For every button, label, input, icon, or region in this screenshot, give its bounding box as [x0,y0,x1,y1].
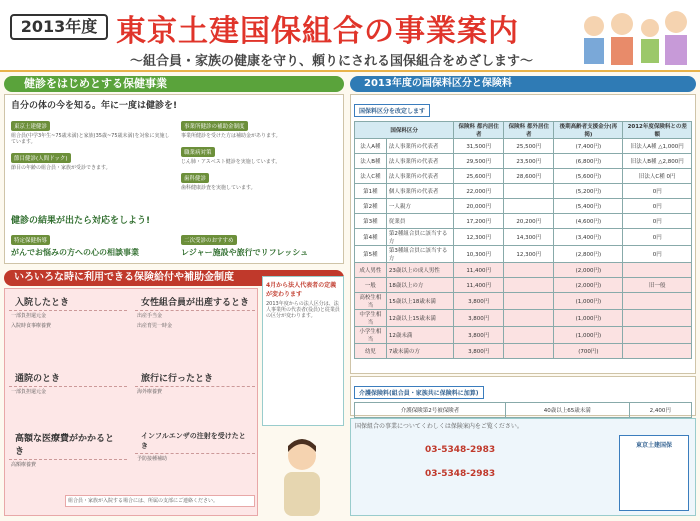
staff-woman-icon [272,436,332,516]
contact-phone[interactable]: 03-5348-2983 [425,469,496,479]
table-cell: 15歳以上18歳未満 [386,293,453,310]
table-cell: (7,400円) [554,139,623,154]
table-cell: 11,400円 [454,278,504,293]
notice-text: 2013年度からの法人区分は、法人事業所の代表者(役員)と従業員の区分が変わります。 [266,301,340,319]
table-row [355,246,692,263]
table-cell: 中学生相当 [355,310,387,327]
column-header: 後期高齢者支援金分(再掲) [554,122,623,139]
fees-subtitle: 国保料区分を改定します [354,104,430,117]
health-item-text: 組合員(中学3年生~75歳未満)と家族(35歳~75歳未満)を対象に実施しています。 [11,133,170,145]
table-cell: 法人C種 [355,169,387,184]
consult-title: がんでお悩みの方への心の相談事業 [11,248,139,257]
table-cell: 個人事業所の代表者 [386,184,453,199]
table-cell: 第4種 [355,229,387,246]
table-cell: 介護保険第2号被保険者 [355,403,506,418]
table-row [355,154,692,169]
care-title: 介護保険料(組合員・家族共に保険料に加算) [354,386,484,399]
table-cell: 12歳未満 [386,327,453,344]
table-cell: 28,600円 [504,169,554,184]
benefit-item: 海外療養費 [137,389,163,395]
table-cell: 17,200円 [454,214,504,229]
table-cell: 0円 [623,184,692,199]
contact-phone[interactable]: 03-5348-2983 [425,445,496,455]
table-cell: 第3種組合員に該当する方 [386,246,453,263]
table-row [355,310,692,327]
table-row [355,214,692,229]
table-cell [623,327,692,344]
table-cell: 23歳以上の成人男性 [386,263,453,278]
table-cell: 2,400円 [629,403,691,418]
table-cell: 11,400円 [454,263,504,278]
table-cell: (5,400円) [554,199,623,214]
benefit-item: 予防接種補助 [137,456,168,462]
table-cell: 10,300円 [454,246,504,263]
table-cell [623,310,692,327]
table-cell: 法人B種 [355,154,387,169]
table-cell: 第5種 [355,246,387,263]
table-row [355,403,692,418]
benefit-card-title: 高額な医療費がかかるとき [9,429,127,460]
table-cell: (6,800円) [554,154,623,169]
table-cell: 法人A種 [355,139,387,154]
table-cell [623,344,692,359]
contact-text: 国保組合の事業についてくわしくは保険案内をご覧ください。 [355,423,523,430]
table-cell: (1,000円) [554,293,623,310]
care-box [350,376,696,416]
table-cell: 幼児 [355,344,387,359]
column-header: 国保料区分 [355,122,454,139]
benefit-item: 出産手当金 [137,313,163,319]
table-cell: 20,200円 [504,214,554,229]
result-title: 健診の結果が出たら対応をしよう! [11,216,151,226]
health-section-header: 健診をはじめとする保健事業 [4,76,344,92]
table-cell [623,293,692,310]
table-cell: 0円 [623,229,692,246]
table-cell: 0円 [623,246,692,263]
table-cell: 法人事業所の代表者 [386,139,453,154]
table-cell: 第3種 [355,214,387,229]
table-cell: 25,500円 [504,139,554,154]
column-header: 2012年度保険料との差額 [623,122,692,139]
table-row [355,278,692,293]
table-cell [504,263,554,278]
table-row [355,229,692,246]
table-cell [504,199,554,214]
table-cell: 一般 [355,278,387,293]
fees-section-header: 2013年度の国保料区分と保険料 [350,76,696,92]
table-cell: 法人事業所の代表者 [386,154,453,169]
health-item-label: 事業所健診の補助金制度 [181,121,248,131]
table-cell: 3,800円 [454,344,504,359]
contact-box [350,418,696,516]
table-cell: 18歳以上の方 [386,278,453,293]
page-subtitle: 〜組合員・家族の健康を守り、頼りにされる国保組合をめざします〜 [130,54,534,69]
table-row [355,169,692,184]
table-cell [504,184,554,199]
table-cell: 成人男性 [355,263,387,278]
table-cell: 第1種 [355,184,387,199]
guidebook-icon [619,435,689,511]
table-cell: 12,300円 [454,229,504,246]
table-cell: 3,800円 [454,327,504,344]
page-header [0,0,700,72]
table-cell: 23,500円 [504,154,554,169]
page-title: 東京土建国保組合の事業案内 [116,14,519,49]
table-cell: 小学生相当 [355,327,387,344]
right-column [350,76,696,517]
table-cell: 3,800円 [454,310,504,327]
table-cell: 25,600円 [454,169,504,184]
table-cell [504,327,554,344]
table-cell: 0円 [623,214,692,229]
table-cell: 7歳未満の方 [386,344,453,359]
table-cell: (700円) [554,344,623,359]
table-row [355,184,692,199]
fees-table [354,121,692,359]
benefit-item: 入院時食事療養費 [11,323,52,329]
table-cell: (1,000円) [554,310,623,327]
care-table [354,402,692,418]
benefit-item: 一部負担還元金 [11,313,47,319]
table-cell [623,263,692,278]
table-row [355,293,692,310]
health-tagline: 自分の体の今を知る。年に一度は健診を! [11,101,178,111]
table-cell: 旧法人B種 △2,800円 [623,154,692,169]
column-header: 保険料 都外居住者 [504,122,554,139]
benefit-item: 一部負担還元金 [11,389,47,395]
benefit-card-title: 入院したとき [9,293,127,311]
health-item-text: 歯科健康診査を実施しています。 [181,185,256,191]
branch-label: 東京土建国保 [635,442,672,449]
table-cell: 従業員 [386,214,453,229]
table-cell: 12,300円 [504,246,554,263]
table-cell: 22,000円 [454,184,504,199]
table-cell: (2,000円) [554,263,623,278]
table-cell [504,278,554,293]
health-item-text: 節目の年齢の組合員・家族が受診できます。 [11,165,111,171]
fees-box [350,94,696,374]
table-cell: 高校生相当 [355,293,387,310]
benefit-card-title: 女性組合員が出産するとき [135,293,255,311]
table-cell: 第2種 [355,199,387,214]
table-row [355,199,692,214]
health-item-label: 節目健診(人間ドック) [11,153,71,163]
table-row [355,344,692,359]
table-cell: (5,200円) [554,184,623,199]
table-cell: 第2種組合員に該当する方 [386,229,453,246]
table-cell: (2,800円) [554,246,623,263]
notice-title: 4月から法人代表者の定義が変わります [266,282,337,298]
table-cell: (2,000円) [554,278,623,293]
table-cell: 法人事業所の代表者 [386,169,453,184]
column-header: 保険料 都内居住者 [454,122,504,139]
table-cell: 旧一般 [623,278,692,293]
table-cell: 12歳以上15歳未満 [386,310,453,327]
health-item-label: 歯科健診 [181,173,209,183]
table-cell: 旧法人A種 △1,000円 [623,139,692,154]
table-cell [504,293,554,310]
notice-box [262,276,344,426]
table-cell: 0円 [623,199,692,214]
result-item-label: 特定保健指導 [11,235,50,245]
benefit-card-title: 通院のとき [9,369,127,387]
benefits-note: 組合員・家族が入院する場合には、所属の支部にご連絡ください。 [65,495,255,507]
family-illustration-icon [574,4,694,68]
table-cell: 31,500円 [454,139,504,154]
table-cell: 40歳以上65歳未満 [505,403,629,418]
table-cell: (5,600円) [554,169,623,184]
benefits-box [4,288,258,516]
table-cell [504,344,554,359]
table-cell: 20,000円 [454,199,504,214]
table-cell: 29,500円 [454,154,504,169]
benefits-section-header: いろいろな時に利用できる保険給付や補助金制度 [4,270,344,286]
table-cell: (4,600円) [554,214,623,229]
benefit-card-title: 旅行に行ったとき [135,369,255,387]
year-badge: 2013年度 [10,14,108,40]
health-item-text: 事業所健診を受けた方は補助金があります。 [181,133,281,139]
benefit-item: 出産育児一時金 [137,323,173,329]
health-item-label: 職業病対策 [181,147,215,157]
result-item-label: 二次受診のおすすめ [181,235,237,245]
benefit-card-title: インフルエンザの注射を受けたとき [135,429,255,454]
table-cell: 3,800円 [454,293,504,310]
leisure-title: レジャー施設や旅行でリフレッシュ [181,248,309,257]
table-cell: (3,400円) [554,229,623,246]
table-cell: 14,300円 [504,229,554,246]
benefit-item: 高額療養費 [11,462,37,468]
table-cell: (1,000円) [554,327,623,344]
left-column [4,76,344,517]
table-row [355,263,692,278]
health-item-label: 東京土建健診 [11,121,50,131]
health-item-text: じん肺・アスベスト健診を実施しています。 [181,159,281,165]
table-row [355,139,692,154]
table-header-row [355,122,692,139]
health-box [4,94,344,264]
table-cell [504,310,554,327]
table-cell: 旧法人C種 0円 [623,169,692,184]
table-row [355,327,692,344]
table-cell: 一人親方 [386,199,453,214]
